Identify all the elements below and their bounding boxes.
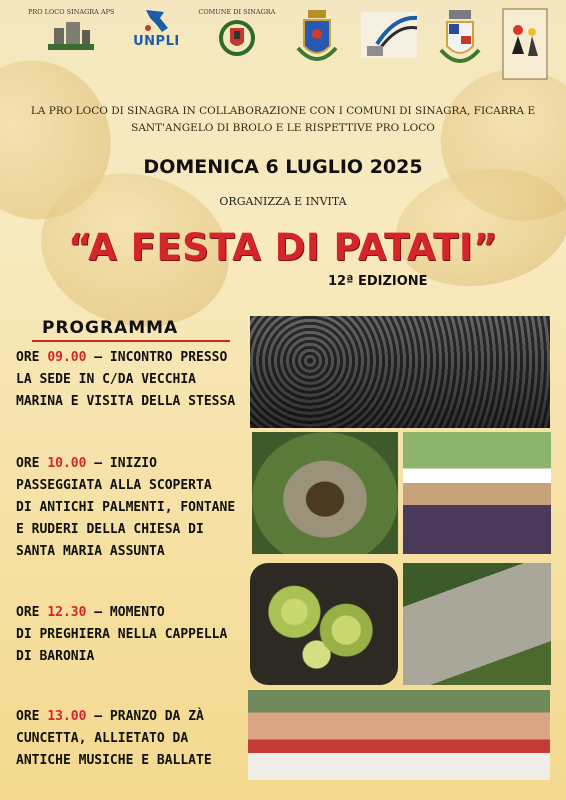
stone-fountain-photo [252,432,398,554]
historic-crowd-photo [250,316,550,428]
intro-text [20,103,546,137]
program-item-line: MARINA E VISITA DELLA STESSA [16,394,236,409]
logo-caption: PRO LOCO SINAGRA APS [28,8,115,16]
unpli-logo [133,8,180,49]
program-item-line: PASSEGGIATA ALLA SCOPERTA [16,478,212,493]
program-item [16,453,251,563]
dancers-emblem-icon [502,8,548,80]
program-item-line: DI ANTICHI PALMENTI, FONTANE [16,500,236,515]
program-item [16,706,251,772]
edition-label: 12ª EDIZIONE [328,274,428,289]
lunch-crowd-photo [248,690,550,780]
logo-caption: COMUNE DI SINAGRA [198,8,276,16]
logo-caption: UNPLI [133,34,180,49]
comune-di-sinagra-logo [198,8,275,56]
program-item-line: DI PREGHIERA NELLA CAPPELLA [16,627,228,642]
event-title: “A FESTA DI PATATI” [68,226,498,269]
event-date: DOMENICA 6 LUGLIO 2025 [143,156,423,178]
stemma-2-logo [437,8,483,72]
invite-text: ORGANIZZA E INVITA [219,195,347,208]
pro-loco-sinagra-logo [28,8,114,50]
program-heading: PROGRAMMA [42,318,179,338]
program-time: 13.00 [47,709,87,724]
crowned-shield-icon [437,8,483,72]
tents-dancing-photo [403,432,551,554]
potatoes-pan-photo [250,563,398,685]
program-time: 12.30 [47,605,87,620]
stemma-logo [294,8,340,70]
shield-icon [294,8,340,70]
coat-of-arms-icon [217,16,257,56]
program-item-line: E RUDERI DELLA CHIESA DI [16,522,204,537]
intro-line: LA PRO LOCO DI SINAGRA IN COLLABORAZIONE CON I COMUNI DI SINAGRA, FICARRA E [30,105,536,117]
logo-row [28,8,548,80]
pro-loco-logo [359,8,419,62]
program-item-line: DI BARONIA [16,649,95,664]
program-item [16,602,251,668]
program-time: 09.00 [47,350,87,365]
intro-line: SANT'ANGELO DI BROLO E LE RISPETTIVE PRO LOCO [131,122,435,134]
associazione-turistica-logo [502,8,548,80]
program-item-line: SANTA MARIA ASSUNTA [16,544,165,559]
program-underline [32,340,230,342]
program-item-line: ORE 12.30 – MOMENTO [16,605,165,620]
program-item-line: CUNCETTA, ALLIETATO DA [16,731,189,746]
italy-map-icon [138,8,174,34]
program-item [16,347,251,413]
program-item-line: LA SEDE IN C/DA VECCHIA [16,372,197,387]
castle-icon [48,16,94,50]
pro-loco-emblem-icon [359,8,419,62]
program-item-line: ORE 10.00 – INIZIO [16,456,157,471]
stone-sarcophagus-photo [403,563,551,685]
program-time: 10.00 [47,456,87,471]
program-item-line: ORE 13.00 – PRANZO DA ZÀ [16,709,204,724]
program-item-line: ANTICHE MUSICHE E BALLATE [16,753,212,768]
program-item-line: ORE 09.00 – INCONTRO PRESSO [16,350,228,365]
